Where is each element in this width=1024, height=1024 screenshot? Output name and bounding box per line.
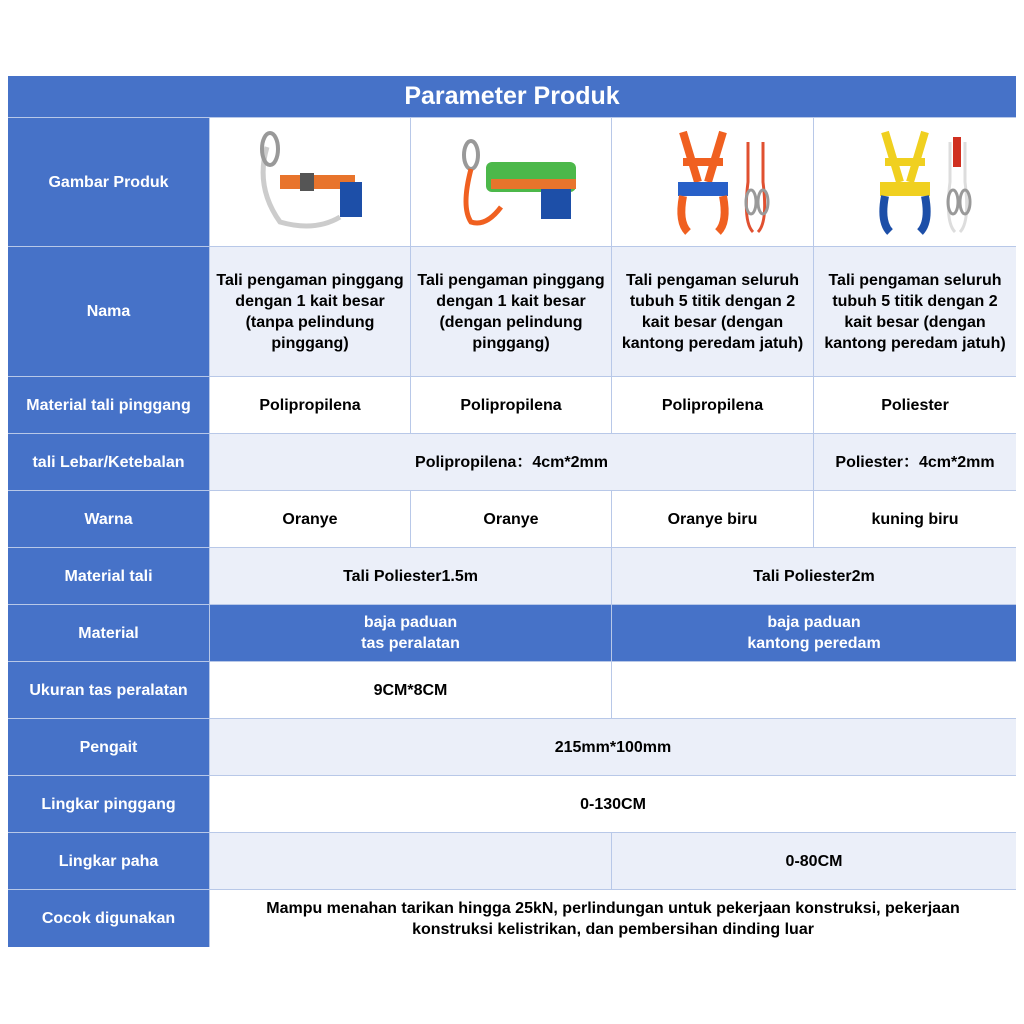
label-gambar: Gambar Produk bbox=[8, 118, 209, 246]
label-material-pinggang: Material tali pinggang bbox=[8, 377, 209, 433]
nama-4: Tali pengaman seluruh tubuh 5 titik dengan 2 kait besar (dengan kantong peredam jatuh) bbox=[814, 247, 1016, 376]
lebar-1: Polipropilena：4cm*2mm bbox=[210, 434, 813, 490]
label-lebar: tali Lebar/Ketebalan bbox=[8, 434, 209, 490]
material-pinggang-3: Polipropilena bbox=[612, 377, 813, 433]
material-pinggang-4: Poliester bbox=[814, 377, 1016, 433]
product-image-3 bbox=[612, 118, 813, 246]
pengait-value: 215mm*100mm bbox=[210, 719, 1016, 775]
warna-3: Oranye biru bbox=[612, 491, 813, 547]
table-title: Parameter Produk bbox=[8, 76, 1016, 117]
label-ukuran: Ukuran tas peralatan bbox=[8, 662, 209, 718]
product-image-2 bbox=[411, 118, 611, 246]
lingkar-pinggang-value: 0-130CM bbox=[210, 776, 1016, 832]
product-image-1 bbox=[210, 118, 410, 246]
nama-1: Tali pengaman pinggang dengan 1 kait besar (tanpa pelindung pinggang) bbox=[210, 247, 410, 376]
material-1: baja paduan tas peralatan bbox=[210, 605, 611, 661]
warna-2: Oranye bbox=[411, 491, 611, 547]
material-2: baja paduan kantong peredam bbox=[612, 605, 1016, 661]
label-material: Material bbox=[8, 605, 209, 661]
material-pinggang-1: Polipropilena bbox=[210, 377, 410, 433]
label-cocok: Cocok digunakan bbox=[8, 890, 209, 947]
warna-4: kuning biru bbox=[814, 491, 1016, 547]
label-pengait: Pengait bbox=[8, 719, 209, 775]
label-lingkar-paha: Lingkar paha bbox=[8, 833, 209, 889]
nama-2: Tali pengaman pinggang dengan 1 kait besar (dengan pelindung pinggang) bbox=[411, 247, 611, 376]
material-tali-2: Tali Poliester2m bbox=[612, 548, 1016, 604]
label-warna: Warna bbox=[8, 491, 209, 547]
label-material-tali: Material tali bbox=[8, 548, 209, 604]
parameter-table bbox=[8, 76, 1016, 947]
cocok-value: Mampu menahan tarikan hingga 25kN, perlindungan untuk pekerjaan konstruksi, pekerjaan konstruksi kelistrikan, dan pembersihan dinding luar bbox=[210, 890, 1016, 947]
label-nama: Nama bbox=[8, 247, 209, 376]
lingkar-paha-empty bbox=[210, 833, 611, 889]
nama-3: Tali pengaman seluruh tubuh 5 titik dengan 2 kait besar (dengan kantong peredam jatuh) bbox=[612, 247, 813, 376]
lingkar-paha-value: 0-80CM bbox=[612, 833, 1016, 889]
material-tali-1: Tali Poliester1.5m bbox=[210, 548, 611, 604]
product-image-4 bbox=[814, 118, 1016, 246]
ukuran-value: 9CM*8CM bbox=[210, 662, 611, 718]
ukuran-empty bbox=[612, 662, 1016, 718]
warna-1: Oranye bbox=[210, 491, 410, 547]
label-lingkar-pinggang: Lingkar pinggang bbox=[8, 776, 209, 832]
lebar-2: Poliester：4cm*2mm bbox=[814, 434, 1016, 490]
material-pinggang-2: Polipropilena bbox=[411, 377, 611, 433]
